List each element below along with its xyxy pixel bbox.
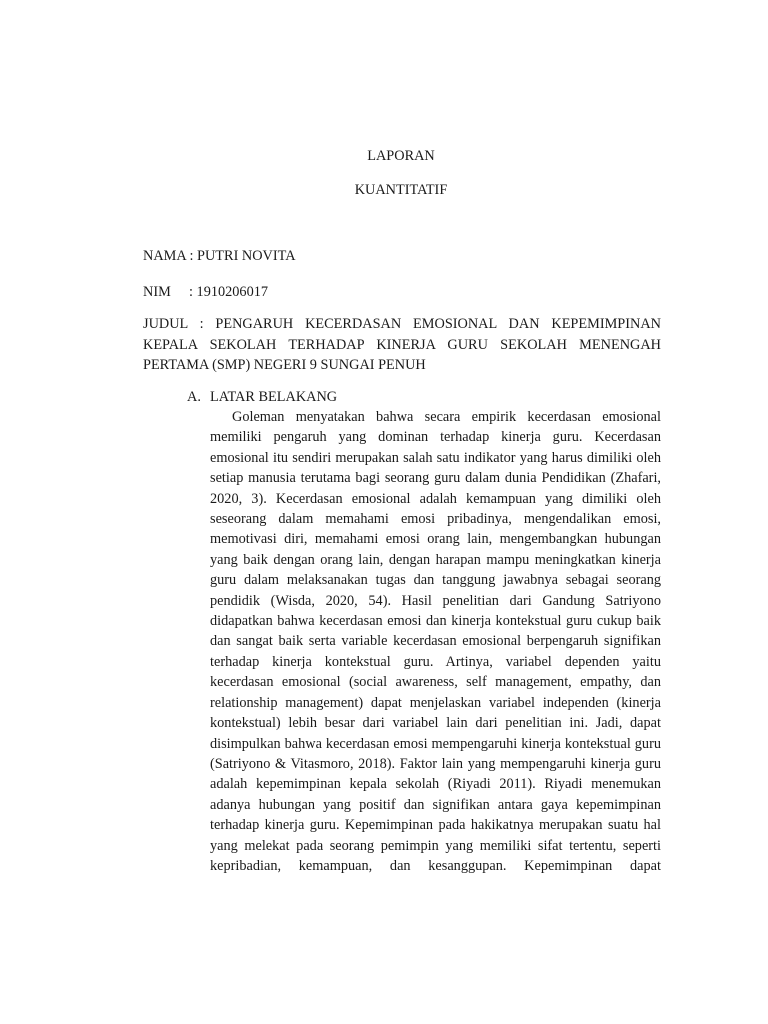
section-heading: [187, 387, 337, 407]
section-title: LATAR BELAKANG: [210, 389, 338, 405]
student-nim-field: [143, 282, 268, 302]
document-subtitle: KUANTITATIF: [354, 182, 448, 198]
nim-label: NIM: [143, 284, 171, 300]
research-title: JUDUL : PENGARUH KECERDASAN EMOSIONAL DAN KEPEMIMPINAN KEPALA SEKOLAH TERHADAP KINERJA GURU SEKOLAH MENENGAH PERTAMA (SMP) NEGERI 9 SUNGAI PENUH: [143, 316, 661, 373]
student-name-field: NAMA : PUTRI NOVITA: [143, 248, 296, 264]
nim-value: : 1910206017: [189, 284, 269, 300]
document-title: LAPORAN: [367, 148, 435, 164]
section-marker: A.: [187, 389, 201, 405]
background-paragraph: Goleman menyatakan bahwa secara empirik kecerdasan emosional memiliki pengaruh yang dominan terhadap kinerja guru. Kecerdasan emosional itu sendiri merupakan salah satu indikator yang harus dimiliki oleh setiap manusia terutama bagi seorang guru dalam dunia Pendidikan (Zhafari, 2020, 3). Kecerdasan emosional adalah kemampuan yang dimiliki oleh seseorang dalam memahami emosi pribadinya, mengendalikan emosi, memotivasi diri, memahami emosi orang lain, mengembangkan hubungan yang baik dengan orang lain, dengan harapan mampu meningkatkan kinerja guru dalam melaksanakan tugas dan tanggung jawabnya sebagai seorang pendidik (Wisda, 2020, 54). Hasil penelitian dari Gandung Satriyono didapatkan bahwa kecerdasan emosi dan kinerja kontekstual guru cukup baik dan sangat baik serta variable kecerdasan emosional berpengaruh signifikan terhadap kinerja kontekstual guru. Artinya, variabel dependen yaitu kecerdasan emosional (social awareness, self management, empathy, dan relationship management) dapat menjelaskan variabel independen (kinerja kontekstual) lebih besar dari variabel lain dari penelitian ini. Jadi, dapat disimpulkan bahwa kecerdasan emosi mempengaruhi kinerja kontekstual guru (Satriyono & Vitasmoro, 2018). Faktor lain yang mempengaruhi kinerja guru adalah kepemimpinan kepala sekolah (Riyadi 2011). Riyadi menemukan adanya hubungan yang positif dan signifikan antara gaya kepemimpinan terhadap kinerja guru. Kepemimpinan pada hakikatnya merupakan suatu hal yang melekat pada seorang pemimpin yang memiliki sifat tertentu, seperti kepribadian, kemampuan, dan kesanggupan. Kepemimpinan dapat: [210, 409, 661, 874]
